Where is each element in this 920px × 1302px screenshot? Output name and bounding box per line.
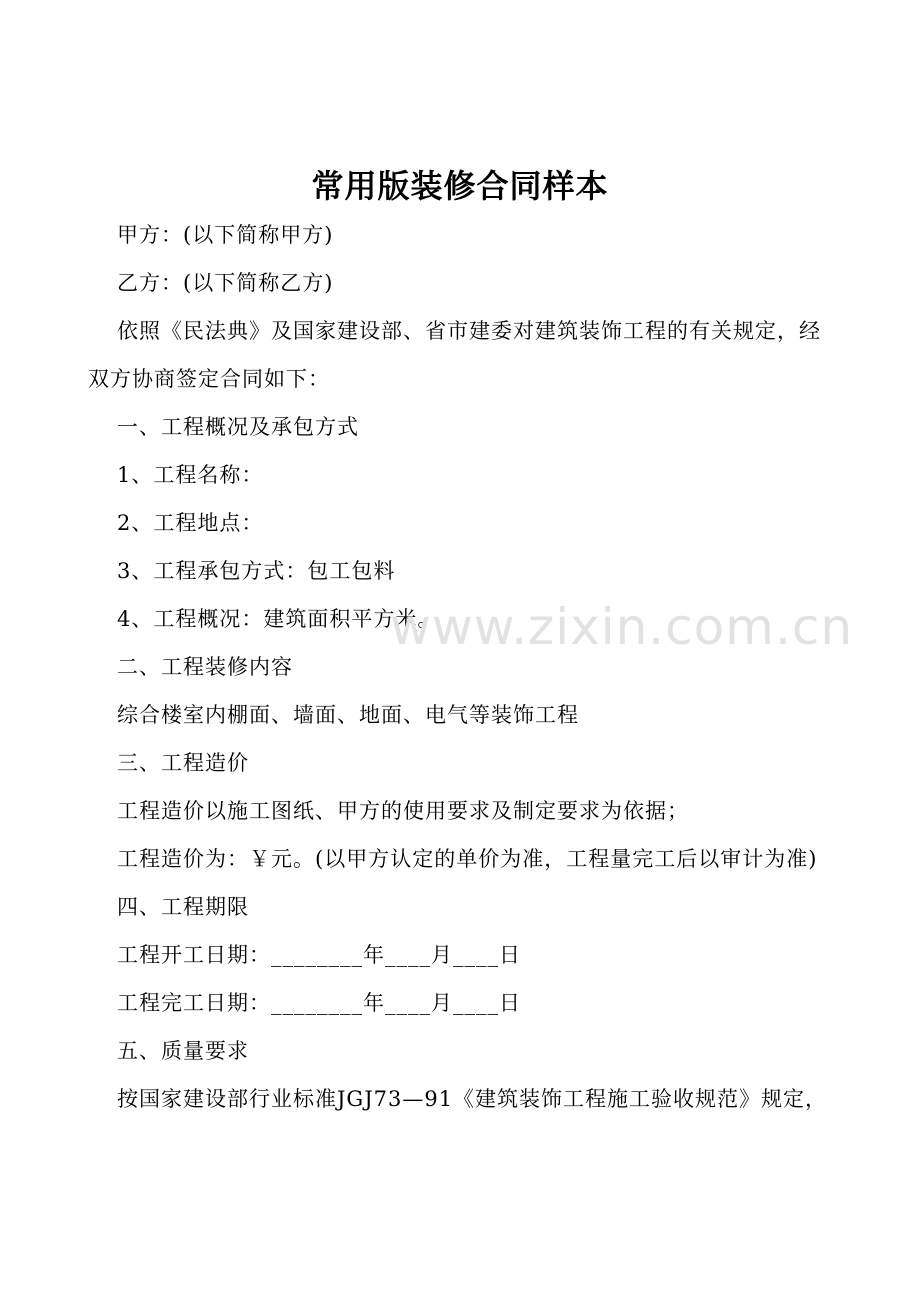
cost-amount-paragraph: 工程造价为：￥元。(以甲方认定的单价为准，工程量完工后以审计为准) [117,847,818,871]
section-heading-5: 五、质量要求 [117,1039,249,1063]
party-b-line: 乙方：(以下简称乙方) [117,271,334,295]
section-heading-1: 一、工程概况及承包方式 [117,415,359,439]
project-location-line: 2、工程地点： [117,511,264,535]
document-body [88,211,833,1123]
project-name-line: 1、工程名称： [117,463,264,487]
document-title: 常用版装修合同样本 [311,167,609,205]
completion-date-line: 工程完工日期：________年____月____日 [117,991,521,1015]
section-heading-3: 三、工程造价 [117,751,249,775]
cost-basis-line: 工程造价以施工图纸、甲方的使用要求及制定要求为依据； [117,799,689,823]
quality-standard-line: 按国家建设部行业标准JGJ73—91《建筑装饰工程施工验收规范》规定， [117,1087,828,1111]
decoration-content-line: 综合楼室内棚面、墙面、地面、电气等装饰工程 [117,703,579,727]
party-a-line: 甲方：(以下简称甲方) [117,223,334,247]
project-overview-line: 4、工程概况：建筑面积平方米。 [117,607,440,631]
watermark: www.zixin.com.cn [390,598,854,656]
preamble-paragraph: 依照《民法典》及国家建设部、省市建委对建筑装饰工程的有关规定，经双方协商签定合同如下： [88,319,821,391]
start-date-line: 工程开工日期：________年____月____日 [117,943,521,967]
contract-method-line: 3、工程承包方式：包工包料 [117,559,396,583]
section-heading-4: 四、工程期限 [117,895,249,919]
section-heading-2: 二、工程装修内容 [117,655,293,679]
